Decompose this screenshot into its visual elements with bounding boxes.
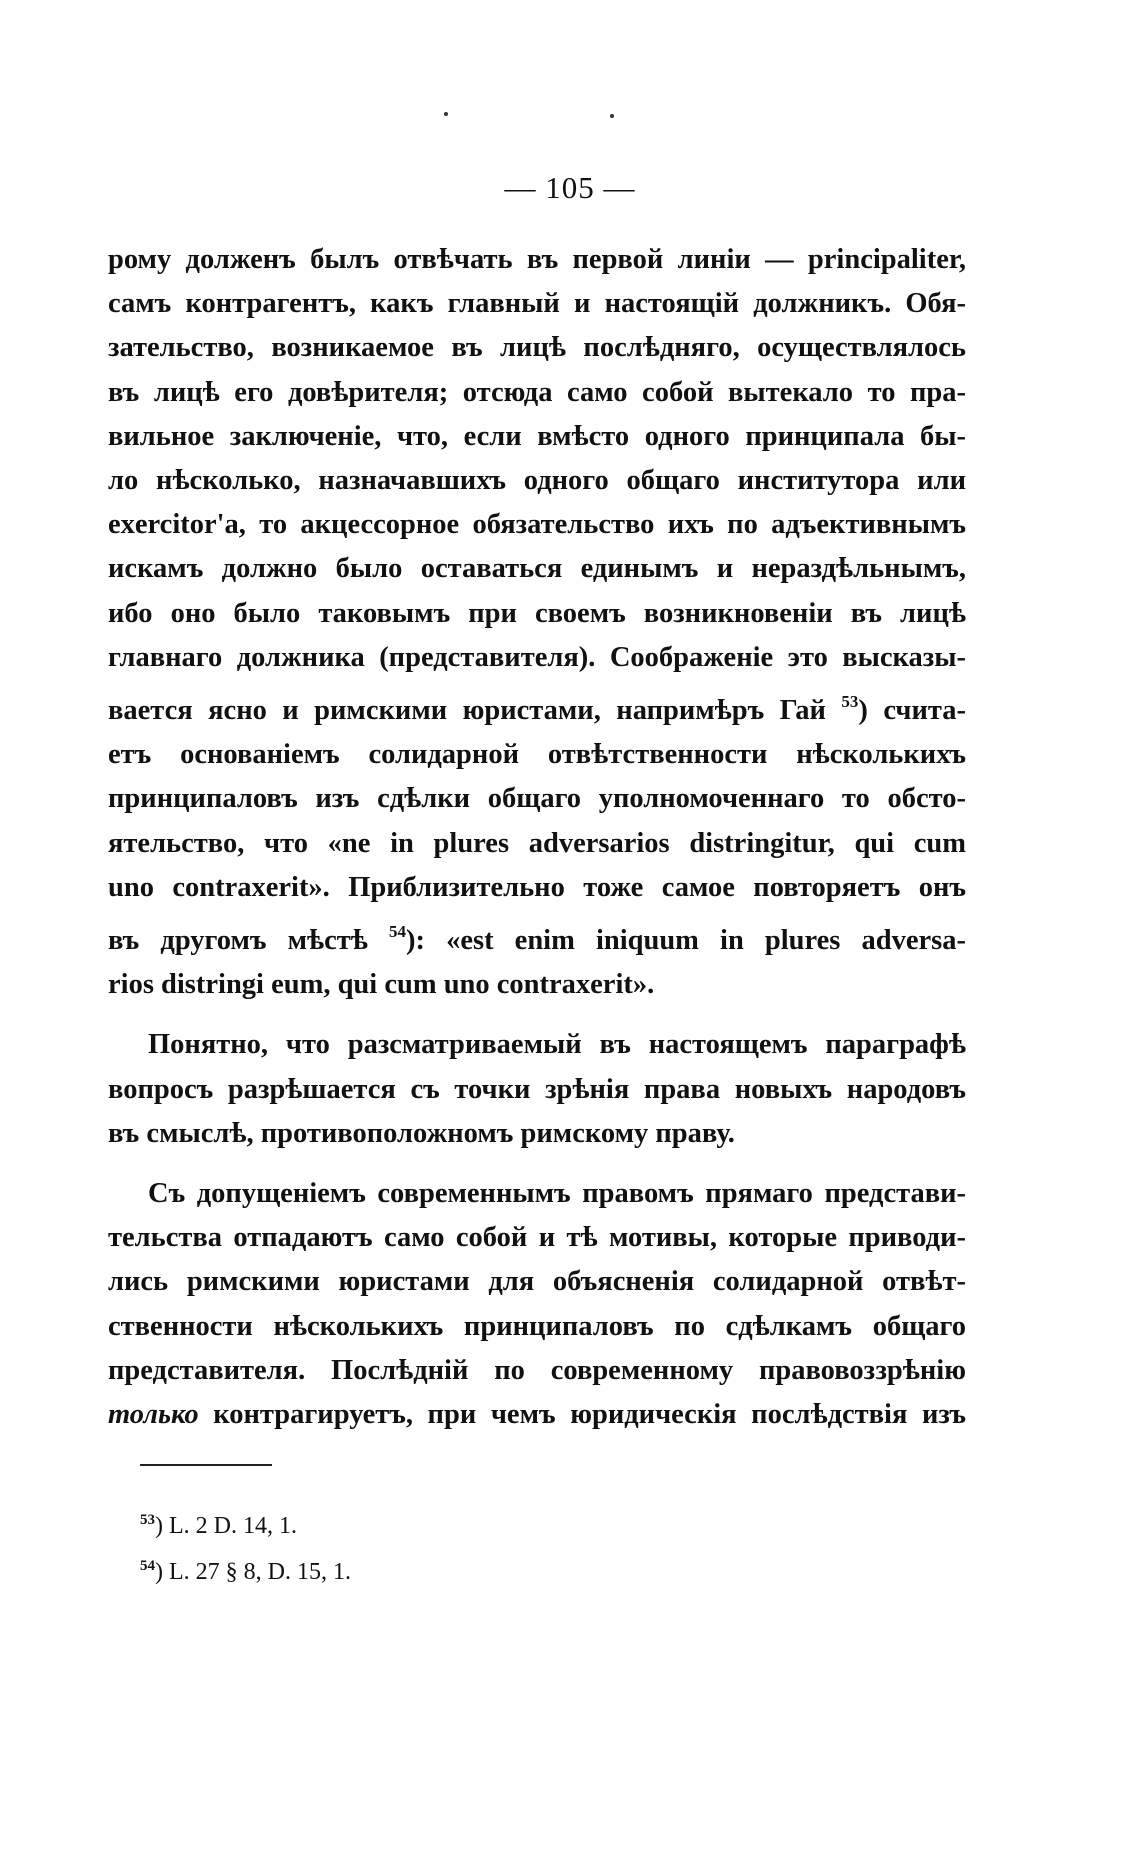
text-line: главнаго должника (представителя). Соображеніе это высказы- <box>108 641 966 673</box>
text-line: вильное заключеніе, что, если вмѣсто одного принципала бы- <box>108 420 966 452</box>
text-segment: контрагируетъ, при чемъ юридическія послѣдствія изъ <box>198 1399 966 1431</box>
paragraph-spacer <box>108 1007 966 1023</box>
text-segment: въ другомъ мѣстѣ <box>108 925 368 957</box>
text-line: exercitor'a, то акцессорное обязательство ихъ по адъективнымъ <box>108 509 966 541</box>
text-line: зательство, возникаемое въ лицѣ послѣдняго, осуществлялось <box>108 332 966 364</box>
text-line-with-footnote-ref <box>108 680 966 733</box>
text-line: искамъ должно было оставаться единымъ и нераздѣльнымъ, <box>108 553 966 585</box>
footnote-ref-53: 53 <box>841 692 859 712</box>
text-segment: ) счита- <box>858 695 967 727</box>
footnote-text: ) L. 27 § 8, D. 15, 1. <box>155 1559 351 1585</box>
page-number: — 105 — <box>504 170 636 205</box>
text-line: тельства отпадаютъ само собой и тѣ мотивы, которые приводи- <box>108 1222 966 1254</box>
text-line: принципаловъ изъ сдѣлки общаго уполномоченнаго то обсто- <box>108 783 966 815</box>
text-line: ственности нѣсколькихъ принципаловъ по сдѣлкамъ общаго <box>108 1310 966 1342</box>
paragraph-3 <box>108 1172 966 1437</box>
text-line: Понятно, что разсматриваемый въ настоящемъ параграфѣ <box>148 1029 966 1061</box>
text-line: етъ основаніемъ солидарной отвѣтственности нѣсколькихъ <box>108 739 966 771</box>
text-line: въ смыслѣ, противоположномъ римскому праву. <box>108 1117 735 1149</box>
text-line: представителя. Послѣдній по современному правовоззрѣнію <box>108 1354 966 1386</box>
text-line: ятельство, что «ne in plures adversarios distringitur, qui cum <box>108 827 966 859</box>
footnote-mark: 54 <box>140 1558 155 1574</box>
paragraph-spacer <box>108 1156 966 1172</box>
text-line: rios distringi eum, qui cum uno contraxerit». <box>108 969 655 1001</box>
footnote-ref-54: 54 <box>389 922 406 942</box>
text-line: самъ контрагентъ, какъ главный и настоящій должникъ. Обя- <box>108 288 966 320</box>
footnote-text: ) L. 2 D. 14, 1. <box>155 1513 297 1539</box>
footnote-mark: 53 <box>140 1512 155 1528</box>
footnote-54 <box>140 1546 740 1592</box>
text-line: uno contraxerit». Приблизительно тоже самое повторяетъ онъ <box>108 871 966 903</box>
text-segment: вается ясно и римскими юристами, напримѣръ Гай <box>108 695 826 727</box>
italic-word: только <box>108 1399 199 1431</box>
text-line-with-italic <box>108 1393 966 1437</box>
scan-speck <box>444 112 448 116</box>
text-line-with-footnote-ref <box>108 910 966 963</box>
text-line: въ лицѣ его довѣрителя; отсюда само собой вытекало то пра- <box>108 376 966 408</box>
text-line: ло нѣсколько, назначавшихъ одного общаго институтора или <box>108 465 966 497</box>
paragraph-2 <box>108 1023 966 1156</box>
text-line: ибо оно было таковымъ при своемъ возникновеніи въ лицѣ <box>108 597 966 629</box>
scan-speck <box>610 114 614 118</box>
text-line: рому долженъ былъ отвѣчать въ первой линіи — principaliter, <box>108 244 966 275</box>
text-line: вопросъ разрѣшается съ точки зрѣнія права новыхъ народовъ <box>108 1073 966 1105</box>
body-text <box>108 238 966 1437</box>
footnotes <box>140 1500 740 1592</box>
paragraph-1 <box>108 238 966 1007</box>
text-line: Съ допущеніемъ современнымъ правомъ прямаго представи- <box>148 1178 966 1210</box>
text-line: лись римскими юристами для объясненія солидарной отвѣт- <box>108 1266 966 1298</box>
footnote-53 <box>140 1500 740 1546</box>
footnote-separator <box>140 1464 272 1466</box>
text-segment: ): «est enim iniquum in plures adversa- <box>406 925 966 957</box>
